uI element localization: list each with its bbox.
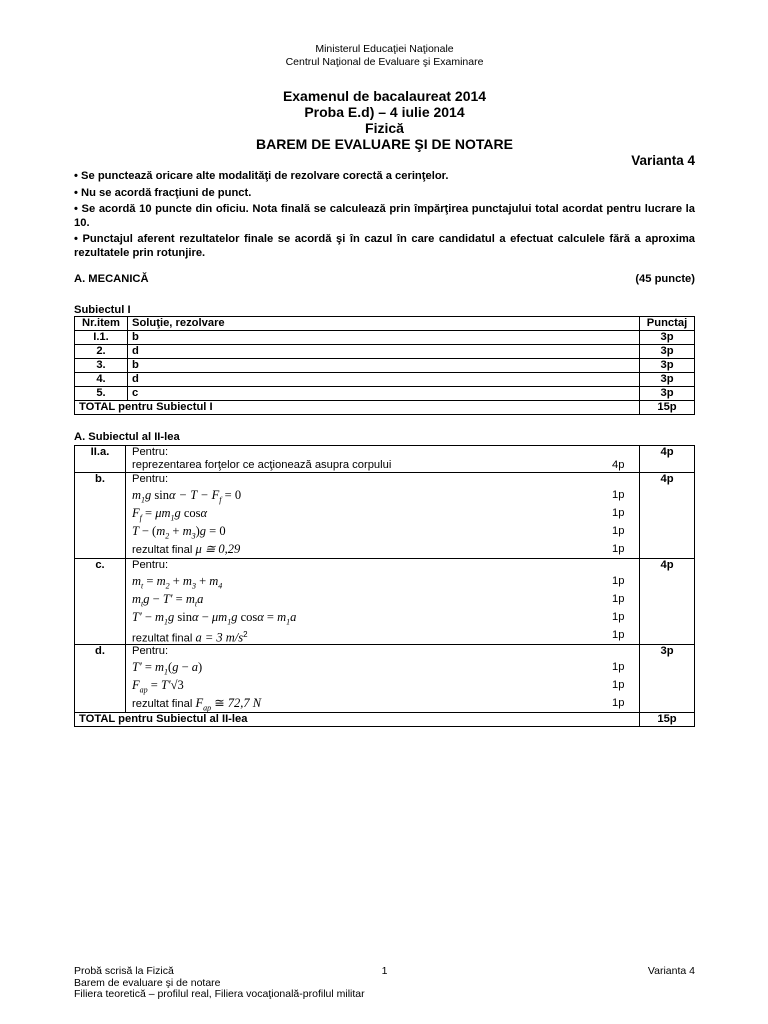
table-row — [75, 373, 695, 387]
table-row — [75, 359, 695, 373]
result-value: μ ≅ 0,29 — [195, 542, 241, 556]
total-label: TOTAL pentru Subiectul I — [75, 401, 640, 415]
item-answer: d — [128, 373, 640, 387]
item-points: 4p — [640, 559, 695, 645]
section-points: (45 puncte) — [635, 273, 695, 285]
total-row — [75, 401, 695, 415]
solution-line — [132, 459, 635, 472]
item-number: 2. — [75, 345, 128, 359]
ministry-name: Ministerul Educaţiei Naţionale — [315, 43, 454, 55]
total-points: 15p — [640, 401, 695, 415]
line-points: 1p — [612, 575, 625, 587]
line-points: 1p — [612, 611, 625, 623]
instruction-item: • Punctajul aferent rezultatelor finale se acordă şi în cazul în care candidatul a efectuat calculele fără a aproxima rezultatele prin rotunjire. — [74, 233, 695, 259]
item-number: 3. — [75, 359, 128, 373]
solution-line — [132, 504, 635, 522]
footer-variant: Varianta 4 — [647, 965, 695, 977]
result-value: a = 3 m/s — [195, 630, 244, 645]
formula: $m_1g$ $\sin\alpha - T - F_f = 0$ — [132, 488, 242, 505]
solution-text: reprezentarea forţelor ce acţionează asupra corpului — [132, 459, 392, 471]
footer-exam: Probă scrisă la Fizică — [74, 965, 174, 977]
formula: $m_t = m_2 + m_3 + m_4$ — [132, 574, 223, 591]
solution-line — [132, 590, 635, 608]
solution-line — [132, 572, 635, 590]
item-number: d. — [75, 645, 126, 713]
exam-date: Proba E.d) – 4 iulie 2014 — [304, 104, 465, 120]
item-points: 3p — [640, 331, 695, 345]
header-points: Punctaj — [640, 317, 695, 331]
result-label: rezultat final — [132, 632, 193, 645]
solution-line — [132, 522, 635, 540]
footer-barem: Barem de evaluare şi de notare — [74, 976, 221, 989]
item-solution — [126, 645, 640, 713]
item-points: 3p — [640, 387, 695, 401]
barem-title: BAREM DE EVALUARE ŞI DE NOTARE — [256, 136, 513, 152]
item-number: 4. — [75, 373, 128, 387]
subject1-title: Subiectul I — [74, 304, 131, 316]
item-solution — [126, 473, 640, 559]
item-answer: b — [128, 331, 640, 345]
line-points: 1p — [612, 593, 625, 605]
footer-filiera: Filiera teoretică – profilul real, Filiera vocaţională-profilul militar — [74, 988, 365, 1000]
section-title: A. MECANICĂ — [74, 273, 149, 285]
item-number: II.a. — [75, 446, 126, 473]
formula: $T - (m_2 + m_3)g = 0$ — [132, 524, 226, 541]
item-number: I.1. — [75, 331, 128, 345]
line-points: 1p — [612, 629, 625, 641]
solution-intro: Pentru: — [132, 645, 169, 657]
total-row — [75, 713, 695, 727]
header-item: Nr.item — [75, 317, 128, 331]
item-solution — [126, 559, 640, 645]
result-exponent: 2 — [243, 630, 248, 639]
table-row — [75, 473, 695, 559]
result-symbol: $F_{ap}$ ≅ — [195, 696, 225, 713]
table-row — [75, 345, 695, 359]
table-row — [75, 331, 695, 345]
item-points: 3p — [640, 359, 695, 373]
document-title — [74, 88, 695, 152]
header-solution: Soluţie, rezolvare — [128, 317, 640, 331]
subject2-title: A. Subiectul al II-lea — [74, 431, 180, 443]
item-points: 4p — [640, 446, 695, 473]
solution-line — [132, 486, 635, 504]
formula: $T' - m_1g$ $\sin\alpha - \mu m_1g$ $\cos\alpha = m_1a$ — [132, 610, 297, 627]
line-points: 1p — [612, 507, 625, 519]
table-row — [75, 446, 695, 473]
item-answer: b — [128, 359, 640, 373]
variant-label: Varianta 4 — [631, 153, 695, 168]
subject2-table — [74, 445, 695, 727]
solution-intro: Pentru: — [132, 559, 169, 571]
formula: $m_tg - T' = m_ta$ — [132, 592, 204, 609]
line-points: 1p — [612, 679, 625, 691]
solution-line — [132, 608, 635, 626]
solution-line — [132, 626, 635, 644]
total-label: TOTAL pentru Subiectul al II-lea — [75, 713, 640, 727]
line-points: 1p — [612, 661, 625, 673]
center-name: Centrul Naţional de Evaluare şi Examinare — [285, 56, 484, 68]
solution-line — [132, 658, 635, 676]
table-row — [75, 387, 695, 401]
formula: $T' = m_1(g - a)$ — [132, 660, 203, 677]
page-number: 1 — [381, 965, 388, 977]
result-label: rezultat final — [132, 544, 193, 556]
solution-line — [132, 694, 635, 712]
item-number: 5. — [75, 387, 128, 401]
item-answer: c — [128, 387, 640, 401]
item-points: 3p — [640, 345, 695, 359]
line-points: 4p — [612, 459, 625, 471]
instructions-list — [74, 170, 695, 263]
result-label: rezultat final — [132, 698, 193, 710]
solution-intro: Pentru: — [132, 473, 169, 485]
line-points: 1p — [612, 489, 625, 501]
line-points: 1p — [612, 697, 625, 709]
item-points: 4p — [640, 473, 695, 559]
instruction-item: • Se acordă 10 puncte din oficiu. Nota finală se calculează prin împărţirea punctajului total acordat pentru lucrare la 10. — [74, 203, 695, 229]
table-header-row — [75, 317, 695, 331]
page-footer — [74, 966, 695, 1001]
result-value: 72,7 N — [227, 696, 262, 710]
item-number: c. — [75, 559, 126, 645]
item-points: 3p — [640, 373, 695, 387]
solution-intro: Pentru: — [132, 446, 169, 458]
exam-title: Examenul de bacalaureat 2014 — [282, 88, 487, 104]
document-page — [74, 0, 695, 1024]
item-answer: d — [128, 345, 640, 359]
total-points: 15p — [640, 713, 695, 727]
section-heading — [74, 273, 695, 285]
item-points: 3p — [640, 645, 695, 713]
solution-line — [132, 676, 635, 694]
solution-line — [132, 540, 635, 558]
line-points: 1p — [612, 525, 625, 537]
subject1-table — [74, 316, 695, 415]
ministry-header — [74, 43, 695, 69]
instruction-item: • Se punctează oricare alte modalităţi de rezolvare corectă a cerinţelor. — [74, 170, 449, 182]
subject-name: Fizică — [365, 120, 404, 136]
table-row — [75, 559, 695, 645]
item-number: b. — [75, 473, 126, 559]
line-points: 1p — [612, 543, 625, 555]
formula: $F_{ap} = T'√3$ — [132, 678, 184, 695]
table-row — [75, 645, 695, 713]
instruction-item: • Nu se acordă fracţiuni de punct. — [74, 186, 252, 199]
item-solution — [126, 446, 640, 473]
formula: $F_f = \mu m_1g$ cosα — [132, 506, 208, 523]
